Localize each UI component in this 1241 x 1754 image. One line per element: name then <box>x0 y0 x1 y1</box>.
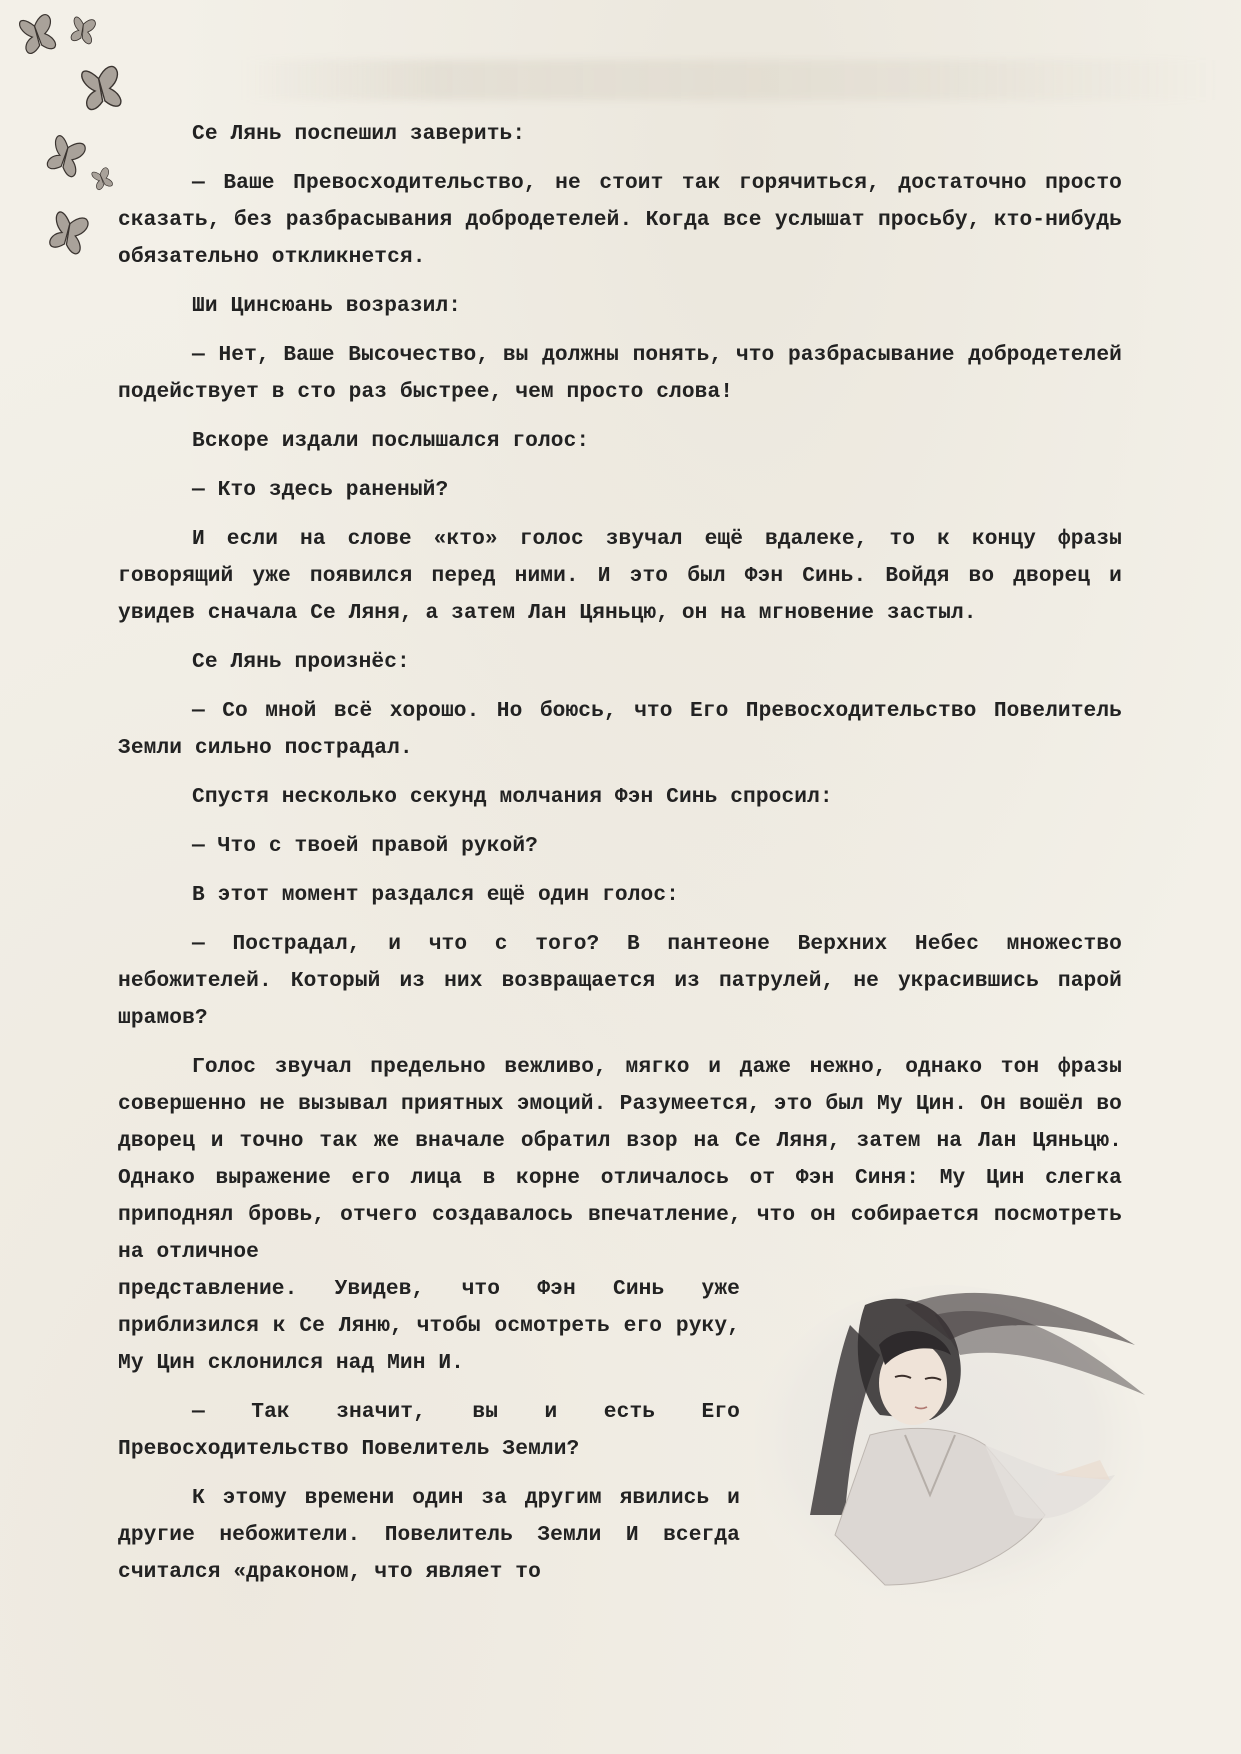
paragraph: — Кто здесь раненый? <box>192 478 449 502</box>
paragraph: — Со мной всё хорошо. Но боюсь, что Его Превосходительство Повелитель Земли сильно пострадал. <box>118 699 1122 760</box>
paragraph: — Так значит, вы и есть Его Превосходительство Повелитель Земли? <box>118 1400 740 1461</box>
paragraph: К этому времени один за другим явились и другие небожители. Повелитель Земли И всегда считался «драконом, что являет то <box>118 1486 740 1584</box>
paragraph: Спустя несколько секунд молчания Фэн Синь спросил: <box>192 785 833 809</box>
paragraph: В этот момент раздался ещё один голос: <box>192 883 679 907</box>
paragraph: Ши Цинсюань возразил: <box>192 294 462 318</box>
decorative-brush-stroke <box>240 60 1220 100</box>
paragraph: — Что с твоей правой рукой? <box>192 834 538 858</box>
paragraph: — Ваше Превосходительство, не стоит так горячиться, достаточно просто сказать, без разбрасывания добродетелей. Когда все услышат просьбу, кто-нибудь обязательно откликнется. <box>118 171 1122 269</box>
paragraph: представление. Увидев, что Фэн Синь уже приблизился к Се Ляню, чтобы осмотреть его руку, Му Цин склонился над Мин И. <box>118 1277 740 1375</box>
paragraph: Вскоре издали послышался голос: <box>192 429 590 453</box>
paragraph: Се Лянь произнёс: <box>192 650 410 674</box>
paragraph: — Пострадал, и что с того? В пантеоне Верхних Небес множество небожителей. Который из них возвращается из патрулей, не украсившись парой шрамов? <box>118 932 1122 1030</box>
paragraph: Се Лянь поспешил заверить: <box>192 122 526 146</box>
character-illustration <box>755 1285 1155 1625</box>
paragraph: Голос звучал предельно вежливо, мягко и даже нежно, однако тон фразы совершенно не вызывал приятных эмоций. Разумеется, это был Му Цин. Он вошёл во дворец и точно так же вначале обратил взор на Се Ляня, затем на Лан Цяньцю. Однако выражение его лица в корне отличалось от Фэн Синя: Му Цин слегка приподнял бровь, отчего создавалось впечатление, что он собирается посмотреть на отличное <box>118 1055 1122 1264</box>
paragraph: И если на слове «кто» голос звучал ещё вдалеке, то к концу фразы говорящий уже появился перед ними. И это был Фэн Синь. Войдя во дворец и увидев сначала Се Ляня, а затем Лан Цяньцю, он на мгновение застыл. <box>118 527 1122 625</box>
paragraph: — Нет, Ваше Высочество, вы должны понять, что разбрасывание добродетелей подействует в сто раз быстрее, чем просто слова! <box>118 343 1122 404</box>
